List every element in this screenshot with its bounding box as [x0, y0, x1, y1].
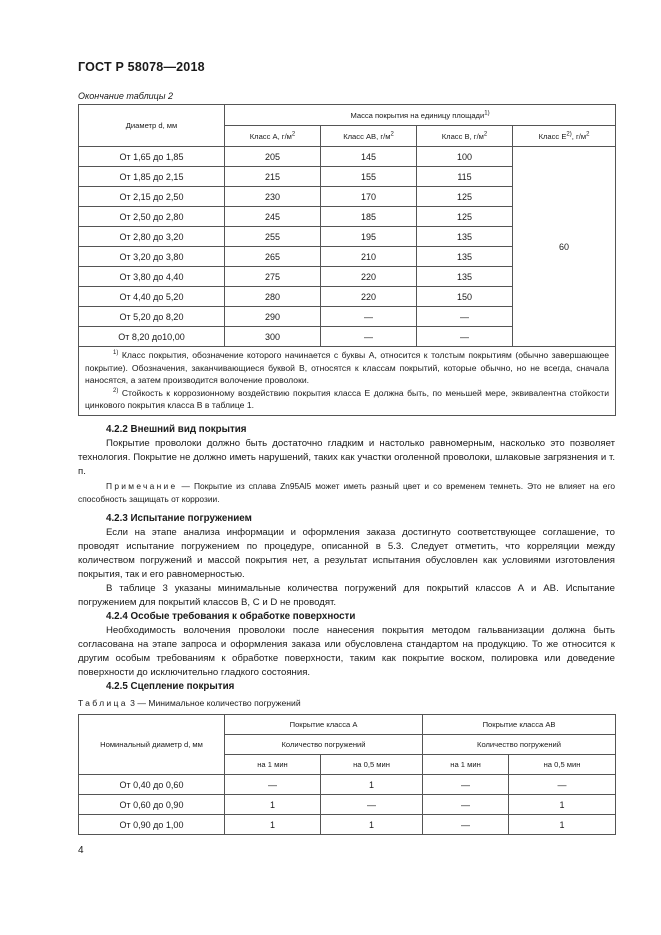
- table2-col-class-e: Класс $Е^{2)}$, $г/м^2$: [513, 126, 616, 147]
- table2-col-class-a: Класс А, $г/м^2$: [225, 126, 321, 147]
- cell-class-a: 205: [225, 147, 321, 167]
- cell-class-b: —: [417, 307, 513, 327]
- cell-class-b: 150: [417, 287, 513, 307]
- cell-a-05min: 1: [321, 775, 423, 795]
- row-diameter: От 2,15 до 2,50: [79, 187, 225, 207]
- cell-class-ab: —: [321, 307, 417, 327]
- paragraph: Необходимость волочения проволоки после нанесения покрытия методом гальванизации должна быть согласована на этапе запроса и оформления заказа или обусловлена стандартом на продукцию. То же относится к другим особым требованиям к обработке поверхности, таким как покрытие воском, полировка или доведение поверхности до исключительно гладкого состояния.: [78, 625, 615, 678]
- cell-class-a: 245: [225, 207, 321, 227]
- cell-class-a: 215: [225, 167, 321, 187]
- cell-class-ab: 210: [321, 247, 417, 267]
- row-diameter: От 0,60 до 0,90: [79, 795, 225, 815]
- cell-class-ab: 195: [321, 227, 417, 247]
- cell-class-ab: 155: [321, 167, 417, 187]
- table3-count-ab: Количество погружений: [423, 735, 616, 755]
- table-row: [79, 795, 616, 815]
- cell-ab-05min: —: [509, 775, 616, 795]
- table-3: [78, 714, 616, 835]
- table-2: [78, 104, 616, 416]
- row-diameter: От 2,50 до 2,80: [79, 207, 225, 227]
- cell-ab-05min: 1: [509, 795, 616, 815]
- section-heading: 4.2.2 Внешний вид покрытия: [106, 424, 247, 435]
- cell-class-e: 60: [513, 147, 616, 347]
- cell-a-05min: —: [321, 795, 423, 815]
- section-4-2-2: [78, 423, 615, 479]
- cell-class-ab: 145: [321, 147, 417, 167]
- section-heading: 4.2.3 Испытание погружением: [106, 513, 252, 524]
- cell-ab-1min: —: [423, 775, 509, 795]
- cell-a-05min: 1: [321, 815, 423, 835]
- table3-col-diameter: Номинальный диаметр d, мм: [79, 715, 225, 775]
- row-diameter: От 5,20 до 8,20: [79, 307, 225, 327]
- paragraph: Если на этапе анализа информации и оформления заказа достигнуто соответствующее соглашение, то проводят испытание погружением по процедуре, описанной в 5.3. Следует отметить, что корреляции между количеством погружений и массой покрытия нет, а результат испытания обусловлен как условиями изготовления покрытия, так и его равномерностью.: [78, 527, 615, 580]
- table3-caption: Таблица 3 — Минимальное количество погружений: [78, 698, 301, 708]
- cell-a-1min: 1: [225, 795, 321, 815]
- table3-a-1min: на 1 мин: [225, 755, 321, 775]
- page-number: 4: [78, 845, 84, 856]
- footnote-2: $^{2)}$ Стойкость к коррозионному воздействию покрытия класса Е должна быть, по меньшей мере, эквивалентна стойкости цинкового покрытия класса В в таблице 1.: [85, 387, 610, 411]
- cell-class-ab: 170: [321, 187, 417, 207]
- row-diameter: От 4,40 до 5,20: [79, 287, 225, 307]
- note-text: — Покрытие из сплава Zn95Al5 может иметь разный цвет и со временем темнеть. Это не влияет на его способность защищать от коррозии.: [78, 481, 615, 504]
- table-row: [79, 775, 616, 795]
- table-row: [79, 815, 616, 835]
- cell-class-b: —: [417, 327, 513, 347]
- cell-class-ab: —: [321, 327, 417, 347]
- table2-col-group: Масса покрытия на единицу площади$^{1)}$: [225, 105, 616, 126]
- cell-class-ab: 220: [321, 287, 417, 307]
- table2-col-diameter: Диаметр d, мм: [79, 105, 225, 147]
- row-diameter: От 1,85 до 2,15: [79, 167, 225, 187]
- table2-caption: Окончание таблицы 2: [78, 91, 173, 101]
- cell-class-ab: 220: [321, 267, 417, 287]
- cell-class-a: 280: [225, 287, 321, 307]
- row-diameter: От 1,65 до 1,85: [79, 147, 225, 167]
- section-4-2-3: [78, 512, 615, 694]
- paragraph: В таблице 3 указаны минимальные количества погружений для покрытий классов А и АВ. Испытание погружением для покрытий классов В, С и D не проводят.: [78, 583, 615, 608]
- cell-a-1min: —: [225, 775, 321, 795]
- cell-a-1min: 1: [225, 815, 321, 835]
- row-diameter: От 0,90 до 1,00: [79, 815, 225, 835]
- cell-ab-1min: —: [423, 795, 509, 815]
- cell-class-b: 135: [417, 267, 513, 287]
- note-label: Примечание: [106, 481, 178, 491]
- section-heading: 4.2.4 Особые требования к обработке поверхности: [106, 611, 356, 622]
- table3-group-ab: Покрытие класса АВ: [423, 715, 616, 735]
- document-header: ГОСТ Р 58078—2018: [78, 60, 205, 74]
- table3-group-a: Покрытие класса А: [225, 715, 423, 735]
- table3-ab-05min: на 0,5 мин: [509, 755, 616, 775]
- cell-class-b: 125: [417, 207, 513, 227]
- note: [78, 480, 615, 505]
- cell-ab-1min: —: [423, 815, 509, 835]
- table2-footnotes: [79, 347, 616, 416]
- cell-class-b: 135: [417, 227, 513, 247]
- table3-count-a: Количество погружений: [225, 735, 423, 755]
- cell-class-a: 230: [225, 187, 321, 207]
- table-row: [79, 147, 616, 167]
- table3-ab-1min: на 1 мин: [423, 755, 509, 775]
- cell-class-ab: 185: [321, 207, 417, 227]
- row-diameter: От 3,20 до 3,80: [79, 247, 225, 267]
- cell-ab-05min: 1: [509, 815, 616, 835]
- paragraph: Покрытие проволоки должно быть достаточно гладким и настолько равномерным, насколько это позволяет технология. Покрытие не должно иметь нарушений, таких как участки оголенной проволоки, шлаковые загрязнения и т. п.: [78, 438, 615, 477]
- cell-class-b: 135: [417, 247, 513, 267]
- cell-class-b: 115: [417, 167, 513, 187]
- cell-class-a: 255: [225, 227, 321, 247]
- footnote-1: $^{1)}$ Класс покрытия, обозначение которого начинается с буквы А, относится к толстым покрытиям (обычно завершающее покрытие). Обозначения, заканчивающиеся буквой В, относятся к классам покрытий, которые обычно, но не всегда, сначала наносятся, а затем производится волочение проволоки.: [85, 350, 610, 386]
- cell-class-a: 290: [225, 307, 321, 327]
- row-diameter: От 3,80 до 4,40: [79, 267, 225, 287]
- cell-class-b: 125: [417, 187, 513, 207]
- row-diameter: От 0,40 до 0,60: [79, 775, 225, 795]
- cell-class-a: 275: [225, 267, 321, 287]
- row-diameter: От 8,20 до10,00: [79, 327, 225, 347]
- cell-class-a: 265: [225, 247, 321, 267]
- table2-col-class-ab: Класс АВ, $г/м^2$: [321, 126, 417, 147]
- cell-class-b: 100: [417, 147, 513, 167]
- cell-class-a: 300: [225, 327, 321, 347]
- row-diameter: От 2,80 до 3,20: [79, 227, 225, 247]
- table2-col-class-b: Класс В, $г/м^2$: [417, 126, 513, 147]
- table3-a-05min: на 0,5 мин: [321, 755, 423, 775]
- section-heading: 4.2.5 Сцепление покрытия: [106, 681, 235, 692]
